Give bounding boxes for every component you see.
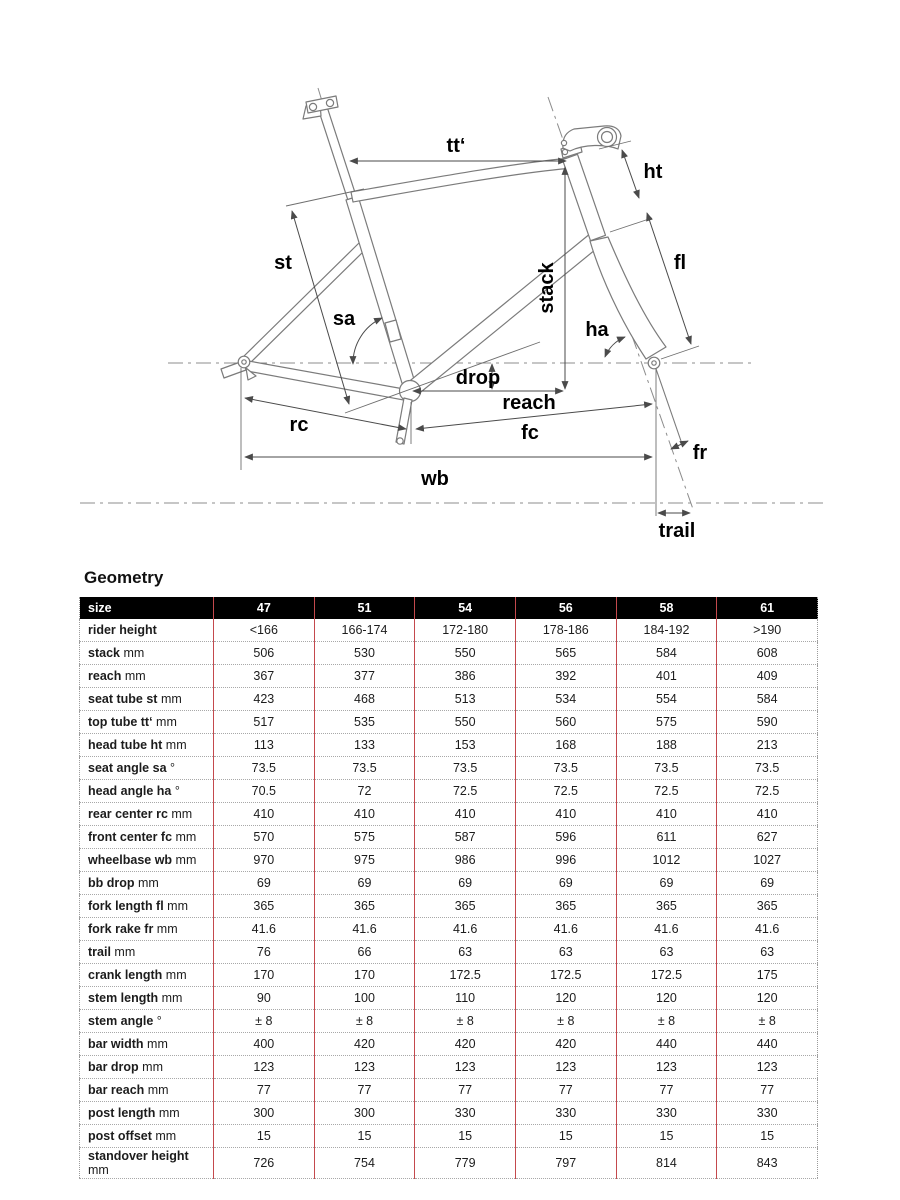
value-cell: 123: [415, 1056, 516, 1079]
value-cell: 575: [616, 711, 717, 734]
value-cell: 123: [214, 1056, 315, 1079]
row-unit: °: [153, 1014, 162, 1028]
value-cell: 120: [616, 987, 717, 1010]
value-cell: 377: [314, 665, 415, 688]
size-column-header: 51: [314, 597, 415, 619]
table-row: [80, 918, 818, 941]
value-cell: 365: [616, 895, 717, 918]
label-wb: wb: [421, 468, 449, 490]
value-cell: 15: [214, 1125, 315, 1148]
rear-axle-center: [242, 360, 246, 364]
top-tube: [351, 158, 574, 202]
value-cell: 73.5: [314, 757, 415, 780]
value-cell: 172.5: [616, 964, 717, 987]
value-cell: 72.5: [415, 780, 516, 803]
size-column-header: 47: [214, 597, 315, 619]
value-cell: 400: [214, 1033, 315, 1056]
value-cell: 77: [717, 1079, 818, 1102]
handlebar-clamp-inner: [602, 132, 613, 143]
label-fc: fc: [521, 422, 539, 444]
value-cell: 72.5: [717, 780, 818, 803]
row-label: trail mm: [88, 945, 136, 959]
value-cell: 69: [415, 872, 516, 895]
value-cell: 392: [515, 665, 616, 688]
value-cell: 15: [515, 1125, 616, 1148]
value-cell: <166: [214, 619, 315, 642]
table-row: [80, 1010, 818, 1033]
value-cell: 986: [415, 849, 516, 872]
row-unit: mm: [155, 1106, 180, 1120]
value-cell: 73.5: [415, 757, 516, 780]
value-cell: 123: [314, 1056, 415, 1079]
table-row: [80, 619, 818, 642]
value-cell: ± 8: [717, 1010, 818, 1033]
value-cell: 77: [314, 1079, 415, 1102]
value-cell: 41.6: [214, 918, 315, 941]
row-label: bb drop mm: [88, 876, 159, 890]
row-unit: mm: [144, 1083, 169, 1097]
value-cell: 69: [214, 872, 315, 895]
size-column-header: 61: [717, 597, 818, 619]
stem-bolt-bottom: [562, 149, 567, 154]
value-cell: 72.5: [616, 780, 717, 803]
value-cell: 110: [415, 987, 516, 1010]
label-stack: stack: [536, 262, 558, 314]
value-cell: 63: [717, 941, 818, 964]
value-cell: 73.5: [616, 757, 717, 780]
value-cell: 120: [717, 987, 818, 1010]
value-cell: ± 8: [415, 1010, 516, 1033]
value-cell: 420: [415, 1033, 516, 1056]
value-cell: 73.5: [717, 757, 818, 780]
value-cell: 41.6: [314, 918, 415, 941]
value-cell: 513: [415, 688, 516, 711]
row-label: bar drop mm: [88, 1060, 164, 1074]
sa-angle-arc: [353, 318, 382, 364]
row-label: bar reach mm: [88, 1083, 169, 1097]
value-cell: 550: [415, 642, 516, 665]
row-label: top tube tt‘ mm: [88, 715, 177, 729]
value-cell: 587: [415, 826, 516, 849]
value-cell: 300: [314, 1102, 415, 1125]
head-tube: [563, 154, 606, 240]
table-row: [80, 688, 818, 711]
value-cell: 69: [314, 872, 415, 895]
value-cell: 123: [515, 1056, 616, 1079]
value-cell: 76: [214, 941, 315, 964]
value-cell: 410: [616, 803, 717, 826]
table-row: [80, 941, 818, 964]
value-cell: 468: [314, 688, 415, 711]
ht-bottom-tick: [610, 218, 652, 232]
row-unit: mm: [162, 738, 187, 752]
value-cell: 409: [717, 665, 818, 688]
row-label: bar width mm: [88, 1037, 168, 1051]
seat-post: [318, 105, 357, 200]
crank-arm: [396, 398, 412, 444]
row-label: standover height mm: [88, 1149, 189, 1177]
value-cell: 166-174: [314, 619, 415, 642]
value-cell: 1012: [616, 849, 717, 872]
value-cell: 365: [717, 895, 818, 918]
seat-stay: [241, 243, 366, 366]
fr-dimension: [671, 441, 688, 449]
value-cell: 63: [415, 941, 516, 964]
value-cell: 153: [415, 734, 516, 757]
row-unit: mm: [121, 669, 146, 683]
geometry-table-body: [80, 619, 818, 1179]
value-cell: ± 8: [314, 1010, 415, 1033]
value-cell: 63: [515, 941, 616, 964]
fl-dimension: [647, 213, 691, 344]
row-label: stem length mm: [88, 991, 183, 1005]
row-unit: mm: [143, 1037, 168, 1051]
value-cell: 584: [616, 642, 717, 665]
value-cell: 560: [515, 711, 616, 734]
value-cell: 123: [717, 1056, 818, 1079]
value-cell: 15: [616, 1125, 717, 1148]
value-cell: 213: [717, 734, 818, 757]
value-cell: 72: [314, 780, 415, 803]
row-unit: mm: [172, 830, 197, 844]
table-row: [80, 1148, 818, 1179]
dimension-lines: [245, 150, 691, 513]
value-cell: 1027: [717, 849, 818, 872]
value-cell: 184-192: [616, 619, 717, 642]
saddle-rail-bolt-left: [309, 103, 316, 110]
value-cell: 996: [515, 849, 616, 872]
row-label: reach mm: [88, 669, 146, 683]
value-cell: 133: [314, 734, 415, 757]
label-reach: reach: [502, 392, 556, 414]
value-cell: 365: [415, 895, 516, 918]
value-cell: 814: [616, 1148, 717, 1179]
chain-stay: [243, 360, 409, 401]
value-cell: 330: [616, 1102, 717, 1125]
table-row: [80, 711, 818, 734]
row-unit: mm: [157, 692, 182, 706]
size-header-label: size: [80, 597, 214, 619]
value-cell: 365: [515, 895, 616, 918]
table-row: [80, 803, 818, 826]
value-cell: 401: [616, 665, 717, 688]
value-cell: 975: [314, 849, 415, 872]
value-cell: 627: [717, 826, 818, 849]
value-cell: 365: [314, 895, 415, 918]
value-cell: 440: [717, 1033, 818, 1056]
label-trail: trail: [658, 520, 696, 542]
table-row: [80, 1102, 818, 1125]
pedal-axle: [397, 438, 403, 444]
value-cell: 172.5: [415, 964, 516, 987]
table-row: [80, 665, 818, 688]
value-cell: 113: [214, 734, 315, 757]
value-cell: 73.5: [515, 757, 616, 780]
row-unit: °: [166, 761, 175, 775]
value-cell: ± 8: [214, 1010, 315, 1033]
value-cell: 15: [314, 1125, 415, 1148]
table-row: [80, 780, 818, 803]
value-cell: 534: [515, 688, 616, 711]
row-label: rider height: [88, 623, 157, 637]
row-label: crank length mm: [88, 968, 187, 982]
value-cell: 172.5: [515, 964, 616, 987]
value-cell: 170: [314, 964, 415, 987]
row-label: post offset mm: [88, 1129, 177, 1143]
value-cell: 15: [717, 1125, 818, 1148]
value-cell: 570: [214, 826, 315, 849]
value-cell: ± 8: [616, 1010, 717, 1033]
value-cell: 77: [415, 1079, 516, 1102]
value-cell: 554: [616, 688, 717, 711]
front-axle-center: [652, 361, 656, 365]
row-unit: mm: [172, 853, 197, 867]
value-cell: >190: [717, 619, 818, 642]
label-fl: fl: [673, 252, 687, 274]
value-cell: 77: [515, 1079, 616, 1102]
value-cell: 41.6: [515, 918, 616, 941]
value-cell: 797: [515, 1148, 616, 1179]
value-cell: 410: [717, 803, 818, 826]
value-cell: 168: [515, 734, 616, 757]
value-cell: 77: [214, 1079, 315, 1102]
row-label: head angle ha °: [88, 784, 180, 798]
value-cell: 590: [717, 711, 818, 734]
value-cell: 550: [415, 711, 516, 734]
row-unit: mm: [138, 1060, 164, 1074]
value-cell: 517: [214, 711, 315, 734]
row-unit: mm: [152, 715, 177, 729]
row-label: front center fc mm: [88, 830, 197, 844]
row-unit: mm: [167, 807, 193, 821]
value-cell: 410: [214, 803, 315, 826]
row-unit: mm: [88, 1163, 109, 1177]
saddle-rail-bolt-right: [326, 99, 333, 106]
table-row: [80, 734, 818, 757]
value-cell: 754: [314, 1148, 415, 1179]
value-cell: 843: [717, 1148, 818, 1179]
row-unit: °: [171, 784, 180, 798]
value-cell: 188: [616, 734, 717, 757]
size-column-header: 58: [616, 597, 717, 619]
value-cell: 584: [717, 688, 818, 711]
table-row: [80, 1033, 818, 1056]
value-cell: 410: [415, 803, 516, 826]
row-label: fork length fl mm: [88, 899, 189, 913]
value-cell: 100: [314, 987, 415, 1010]
value-cell: 170: [214, 964, 315, 987]
row-unit: mm: [134, 876, 159, 890]
value-cell: 365: [214, 895, 315, 918]
size-column-header: 56: [515, 597, 616, 619]
row-label: wheelbase wb mm: [88, 853, 197, 867]
value-cell: 330: [515, 1102, 616, 1125]
row-label: post length mm: [88, 1106, 180, 1120]
value-cell: 41.6: [415, 918, 516, 941]
geometry-table: [79, 597, 818, 1179]
row-label: seat tube st mm: [88, 692, 182, 706]
label-ht: ht: [643, 161, 663, 183]
value-cell: 123: [616, 1056, 717, 1079]
value-cell: 175: [717, 964, 818, 987]
value-cell: 420: [314, 1033, 415, 1056]
label-drop: drop: [455, 367, 501, 389]
value-cell: ± 8: [515, 1010, 616, 1033]
value-cell: 608: [717, 642, 818, 665]
value-cell: 423: [214, 688, 315, 711]
value-cell: 63: [616, 941, 717, 964]
value-cell: 178-186: [515, 619, 616, 642]
table-row: [80, 849, 818, 872]
fork-axis-offset-line: [654, 363, 681, 441]
row-label: stack mm: [88, 646, 145, 660]
row-unit: mm: [163, 899, 189, 913]
value-cell: 506: [214, 642, 315, 665]
bike-geometry-diagram: [0, 0, 900, 560]
label-tt: tt‘: [446, 135, 466, 157]
row-unit: mm: [110, 945, 136, 959]
value-cell: 367: [214, 665, 315, 688]
row-label: seat angle sa °: [88, 761, 175, 775]
value-cell: 41.6: [717, 918, 818, 941]
table-row: [80, 872, 818, 895]
fl-bottom-tick: [661, 346, 699, 359]
table-row: [80, 987, 818, 1010]
value-cell: 596: [515, 826, 616, 849]
value-cell: 330: [415, 1102, 516, 1125]
value-cell: 970: [214, 849, 315, 872]
value-cell: 440: [616, 1033, 717, 1056]
value-cell: 70.5: [214, 780, 315, 803]
value-cell: 90: [214, 987, 315, 1010]
table-row: [80, 642, 818, 665]
row-label: head tube ht mm: [88, 738, 187, 752]
rc-dimension: [245, 398, 406, 429]
value-cell: 300: [214, 1102, 315, 1125]
label-rc: rc: [289, 414, 309, 436]
down-tube: [406, 233, 601, 396]
table-row: [80, 1125, 818, 1148]
value-cell: 410: [314, 803, 415, 826]
value-cell: 72.5: [515, 780, 616, 803]
value-cell: 69: [717, 872, 818, 895]
row-unit: mm: [119, 646, 145, 660]
geometry-table-head-row: [80, 597, 818, 619]
value-cell: 172-180: [415, 619, 516, 642]
value-cell: 66: [314, 941, 415, 964]
row-label: rear center rc mm: [88, 807, 193, 821]
stem-bolt-top: [561, 140, 566, 145]
row-label: stem angle °: [88, 1014, 162, 1028]
value-cell: 726: [214, 1148, 315, 1179]
value-cell: 575: [314, 826, 415, 849]
table-row: [80, 1079, 818, 1102]
row-unit: mm: [162, 968, 187, 982]
value-cell: 15: [415, 1125, 516, 1148]
value-cell: 530: [314, 642, 415, 665]
label-fr: fr: [692, 442, 708, 464]
value-cell: 611: [616, 826, 717, 849]
value-cell: 77: [616, 1079, 717, 1102]
row-unit: mm: [151, 1129, 177, 1143]
value-cell: 69: [616, 872, 717, 895]
size-column-header: 54: [415, 597, 516, 619]
value-cell: 330: [717, 1102, 818, 1125]
value-cell: 565: [515, 642, 616, 665]
value-cell: 410: [515, 803, 616, 826]
value-cell: 69: [515, 872, 616, 895]
value-cell: 386: [415, 665, 516, 688]
label-ha: ha: [585, 319, 609, 341]
value-cell: 73.5: [214, 757, 315, 780]
ht-dimension: [622, 150, 639, 198]
value-cell: 779: [415, 1148, 516, 1179]
row-unit: mm: [158, 991, 183, 1005]
table-row: [80, 826, 818, 849]
label-st: st: [274, 252, 292, 274]
label-sa: sa: [332, 308, 356, 330]
table-row: [80, 757, 818, 780]
table-row: [80, 895, 818, 918]
value-cell: 420: [515, 1033, 616, 1056]
value-cell: 41.6: [616, 918, 717, 941]
section-title: Geometry: [84, 568, 164, 587]
row-unit: mm: [153, 922, 178, 936]
derailleur-mount: [385, 320, 401, 342]
table-row: [80, 1056, 818, 1079]
geometry-section: [79, 568, 818, 1179]
value-cell: 535: [314, 711, 415, 734]
value-cell: 120: [515, 987, 616, 1010]
row-label: fork rake fr mm: [88, 922, 178, 936]
table-row: [80, 964, 818, 987]
